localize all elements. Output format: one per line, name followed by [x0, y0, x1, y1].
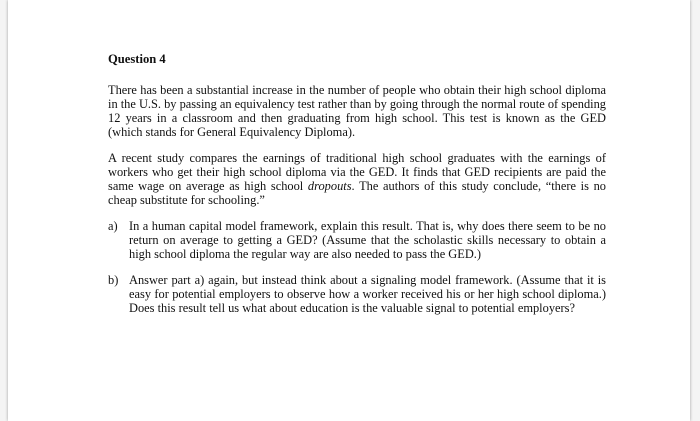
part-a [108, 219, 606, 261]
dropouts-emphasis: dropouts [307, 179, 352, 193]
study-text-start: A recent study compares the earnings of traditional high school graduates with the earnings of workers who get their high school diploma via the GED. It finds that GED recipients are paid the same wage on average as high school [108, 151, 606, 193]
question-title: Question 4 [108, 52, 166, 66]
document-page [8, 0, 690, 421]
part-b-label: b) [108, 273, 119, 287]
study-paragraph [108, 151, 606, 207]
part-a-text: In a human capital model framework, explain this result. That is, why does there seem to be no return on average to getting a GED? (Assume that the scholastic skills necessary to obtain a high school diploma the regular way are also needed to pass the GED.) [129, 219, 606, 261]
part-b [108, 273, 606, 315]
intro-paragraph: There has been a substantial increase in the number of people who obtain their high school diploma in the U.S. by passing an equivalency test rather than by going through the normal route of spending 12 years in a classroom and then graduating from high school. This test is known as the GED (which stands for General Equivalency Diploma). [108, 83, 606, 139]
part-a-label: a) [108, 219, 118, 233]
part-b-text: Answer part a) again, but instead think about a signaling model framework. (Assume that it is easy for potential employers to observe how a worker received his or her high school diploma.) Does this result tell us what about education is the valuable signal to potential employers? [129, 273, 606, 315]
question-content [108, 52, 606, 327]
study-text-end: . The authors of this study conclude, “there is no cheap substitute for schooling.” [108, 179, 607, 207]
